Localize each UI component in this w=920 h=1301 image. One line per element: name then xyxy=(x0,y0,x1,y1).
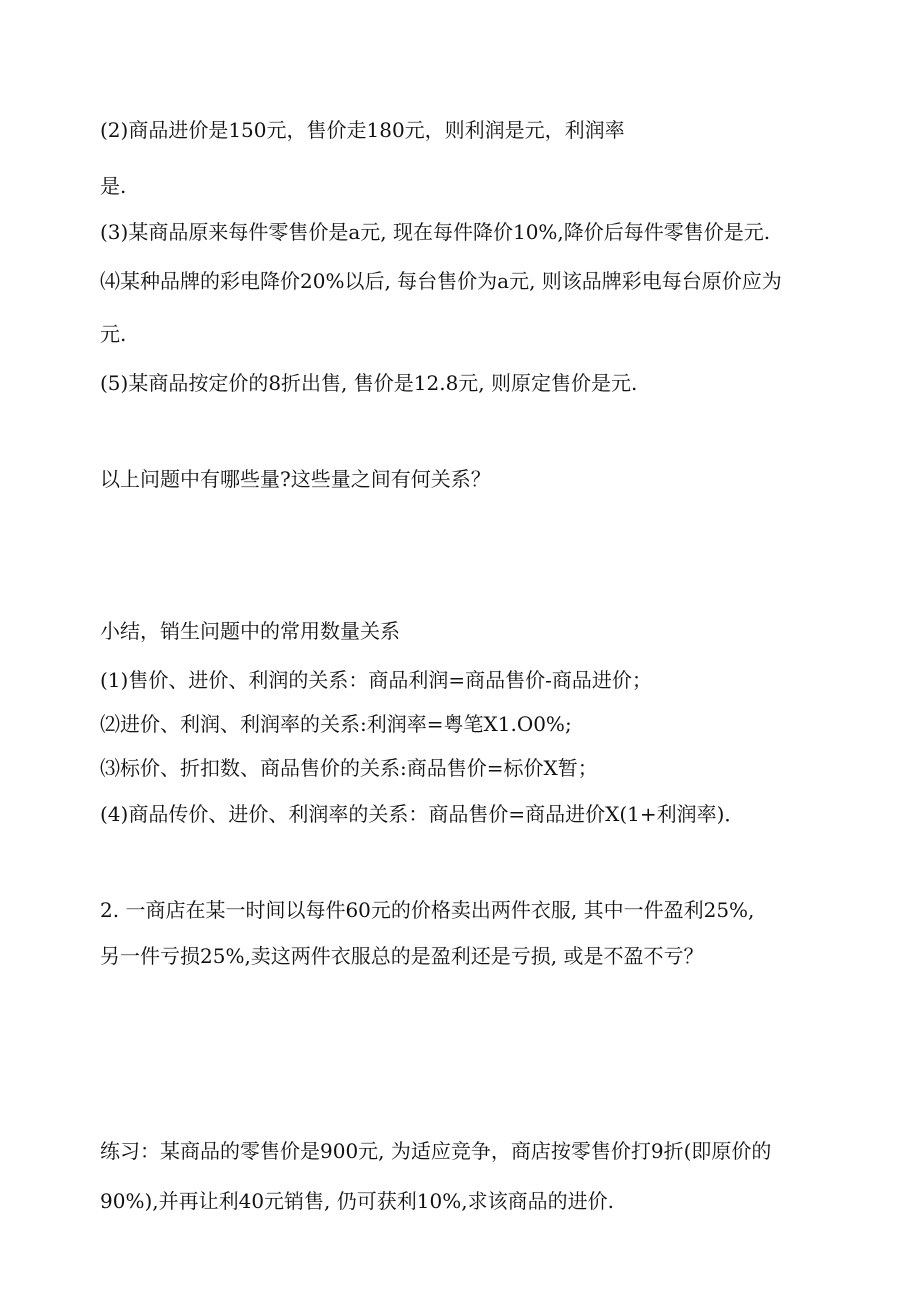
exercise-line-1: 练习：某商品的零售价是900元, 为适应竞争，商店按零售价打9折(即原价的 xyxy=(100,1139,772,1163)
discussion-question: 以上问题中有哪些量?这些量之间有何关系？ xyxy=(100,467,491,491)
summary-item-3: ⑶标价、折扣数、商品售价的关系:商品售价=标价X暂； xyxy=(100,756,598,780)
question-5: (5)某商品按定价的8折出售, 售价是12.8元, 则原定售价是元. xyxy=(100,371,638,395)
summary-item-4: (4)商品传价、进价、利润率的关系：商品售价=商品进价X(1+利润率)． xyxy=(100,802,745,826)
summary-item-1: (1)售价、进价、利润的关系：商品利润=商品售价-商品进价； xyxy=(100,668,652,692)
question-3: (3)某商品原来每件零售价是a元, 现在每件降价10%,降价后每件零售价是元. xyxy=(100,220,771,244)
summary-item-2: ⑵进价、利润、利润率的关系:利润率=粤笔X1.O0%; xyxy=(100,712,572,736)
exercise-line-2: 90%),并再让利40元销售, 仍可获利10%,求该商品的进价. xyxy=(100,1189,614,1213)
problem-2-line-2: 另一件亏损25%,卖这两件衣服总的是盈利还是亏损, 或是不盈不亏？ xyxy=(100,944,704,968)
question-2-line-2: 是. xyxy=(100,174,127,198)
summary-heading: 小结，销生问题中的常用数量关系 xyxy=(100,619,400,643)
problem-2-line-1: 2. 一商店在某一时间以每件60元的价格卖出两件衣服, 其中一件盈利25%, xyxy=(100,898,755,922)
question-2-line-1: (2)商品进价是150元，售价走180元，则利润是元，利润率 xyxy=(100,118,625,142)
question-4-line-1: ⑷某种品牌的彩电降价20%以后, 每台售价为a元, 则该品牌彩电每台原价应为 xyxy=(100,269,782,293)
question-4-line-2: 元. xyxy=(100,322,127,346)
